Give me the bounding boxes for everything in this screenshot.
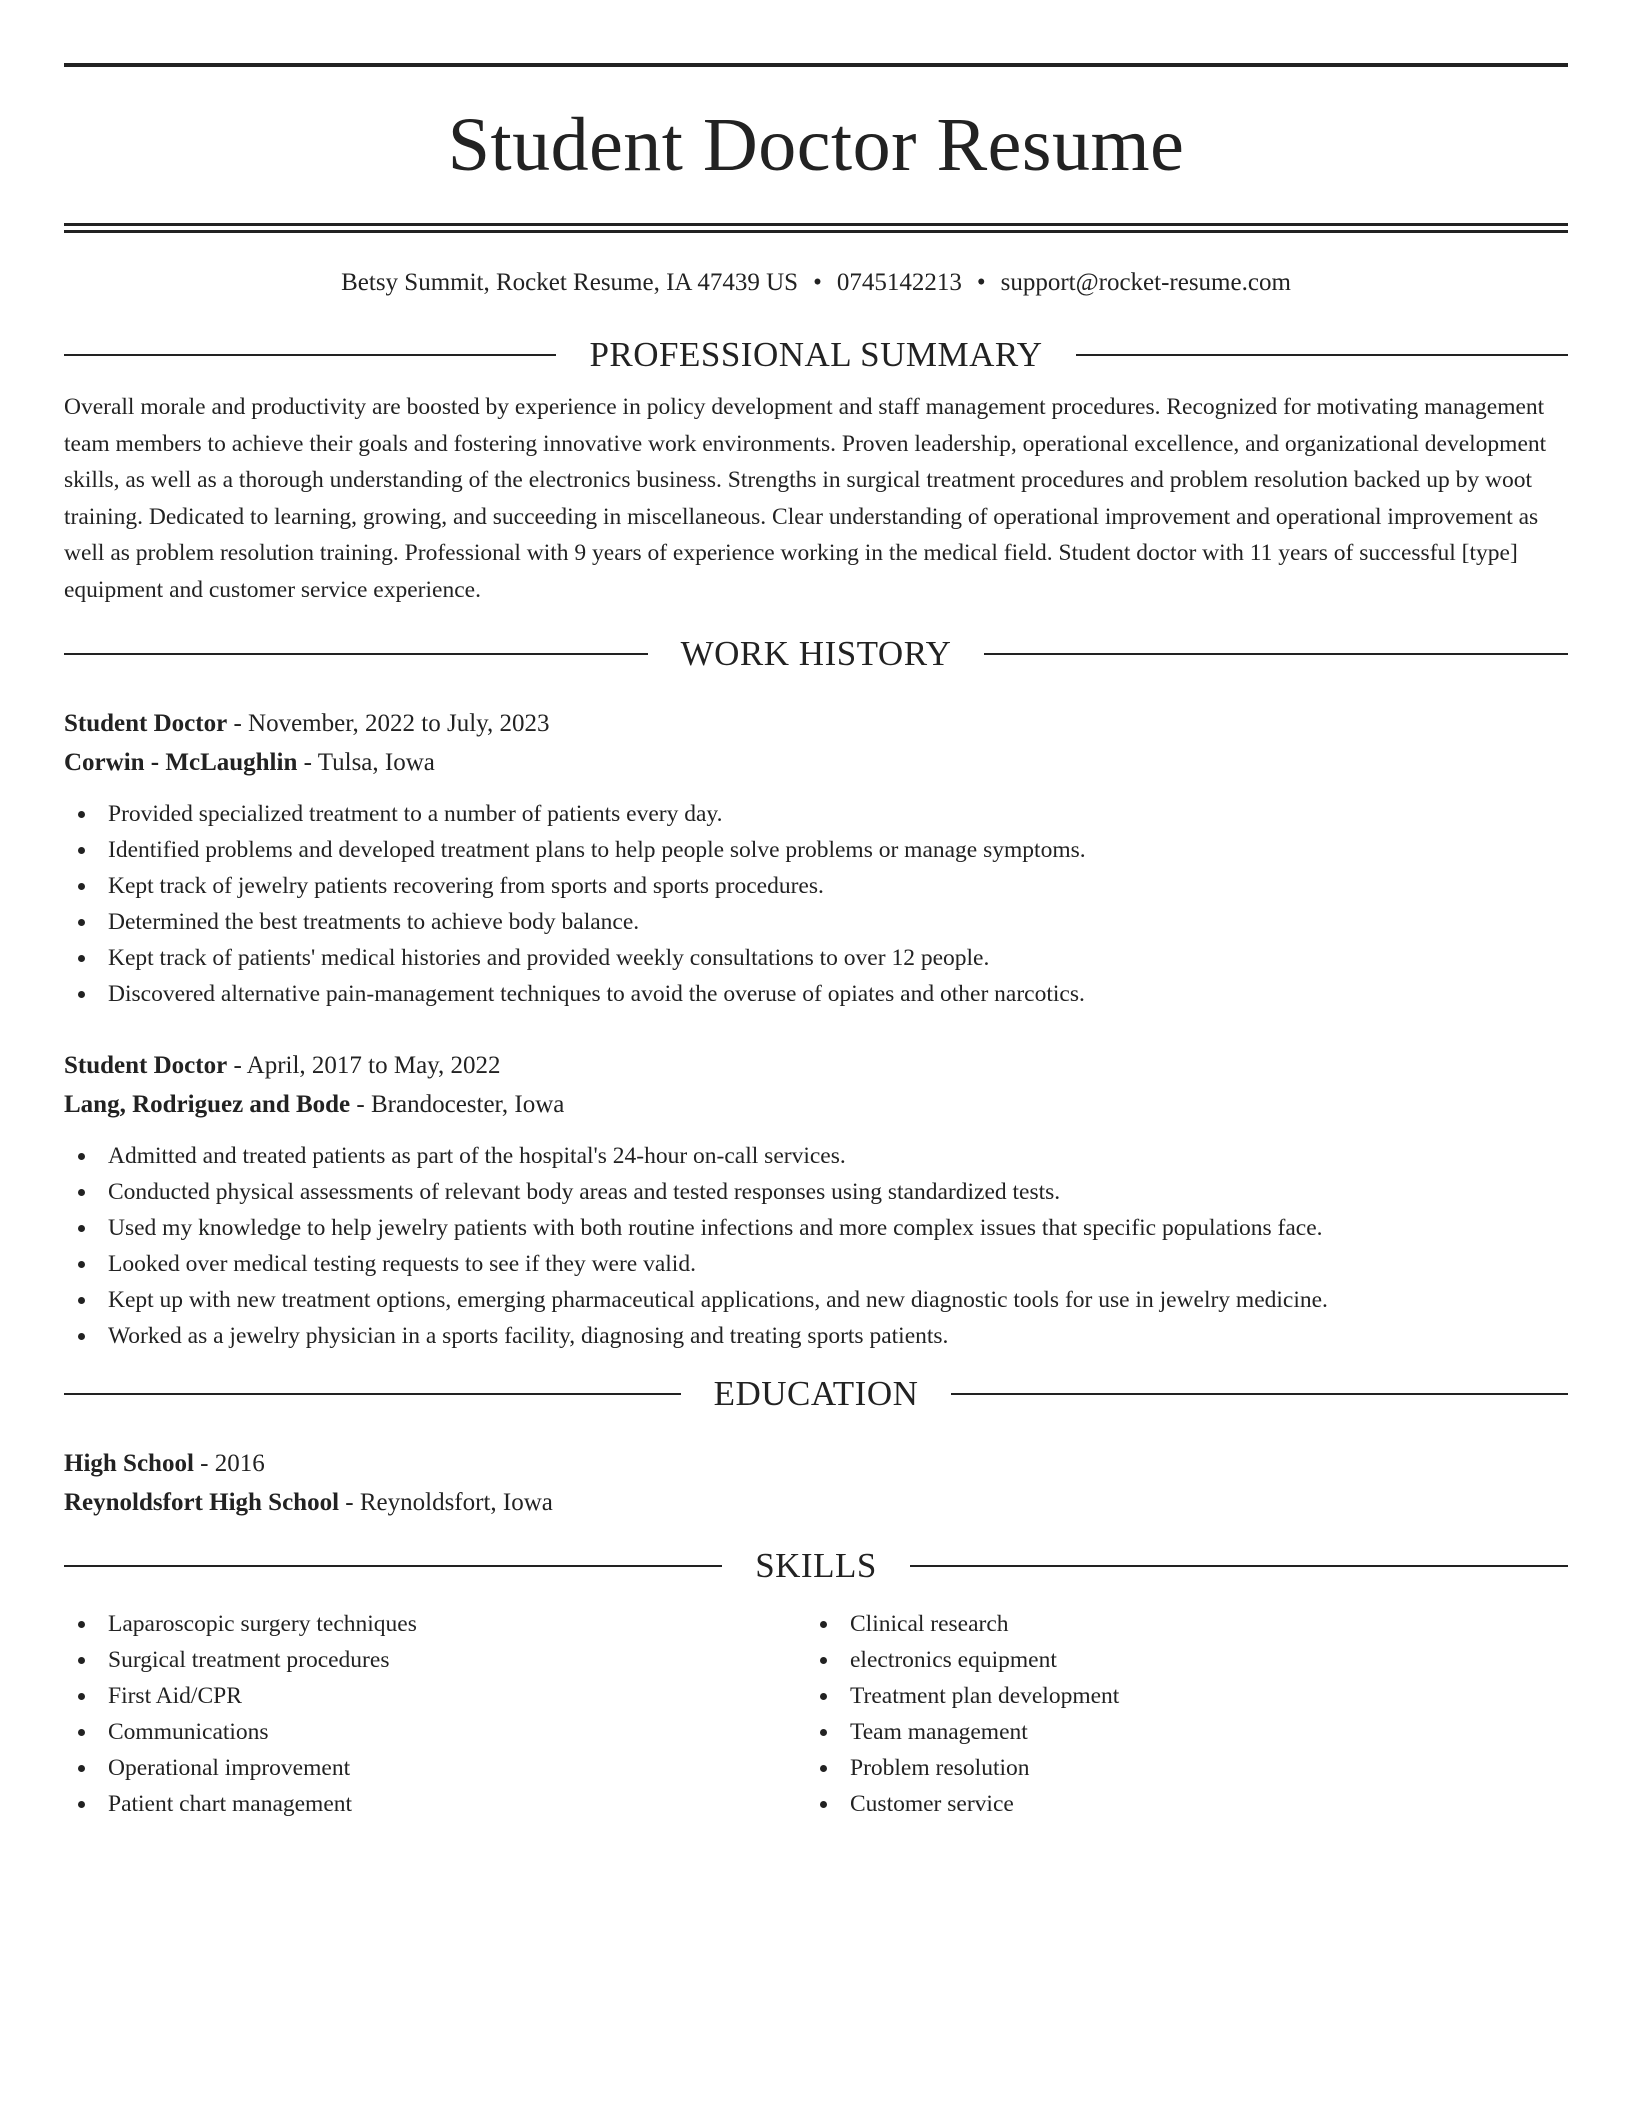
heading-rule-right [984,653,1568,655]
list-item-text: Conducted physical assessments of relevant body areas and tested responses using standardized tests. [108,1179,1061,1205]
bullet-dot-icon [78,811,85,818]
job-entry [64,1046,1568,1354]
skill-text: Treatment plan development [850,1683,1120,1709]
heading-rule-right [910,1565,1568,1567]
job-title: Student Doctor [64,1052,228,1079]
list-item [64,1318,1568,1354]
bullet-dot-icon [78,1621,85,1628]
list-item [64,832,1568,868]
education-heading-label: EDUCATION [713,1374,919,1413]
list-item-text: Identified problems and developed treatment plans to help people solve problems or manage symptoms. [108,837,1086,863]
list-item [806,1642,1548,1678]
list-item [64,1210,1568,1246]
work-heading-label: WORK HISTORY [680,634,952,673]
contact-address: Betsy Summit, Rocket Resume, IA 47439 US [341,269,799,296]
job-title-line [64,1046,1568,1085]
bullet-dot-icon [820,1657,827,1664]
bullet-dot-icon [78,1729,85,1736]
job-title: Student Doctor [64,710,228,737]
bullet-dot-icon [78,1189,85,1196]
list-item [806,1750,1548,1786]
skills-list [806,1606,1548,1822]
job-location: - Brandocester, Iowa [350,1091,565,1118]
list-item [64,1282,1568,1318]
bullet-dot-icon [78,1765,85,1772]
heading-rule-left [64,1565,722,1567]
contact-email: support@rocket-resume.com [1000,269,1291,296]
list-item [64,976,1568,1012]
education-section-heading [64,1372,1568,1416]
skill-text: Patient chart management [108,1791,353,1817]
bullet-dot-icon [78,883,85,890]
bullet-dot-icon [78,1333,85,1340]
job-dates: - April, 2017 to May, 2022 [227,1052,501,1079]
list-item [64,1750,806,1786]
list-item-text: Used my knowledge to help jewelry patients with both routine infections and more complex issues that specific populations face. [108,1215,1323,1241]
skill-text: Laparoscopic surgery techniques [108,1611,417,1637]
list-item-text: Worked as a jewelry physician in a sports facility, diagnosing and treating sports patients. [108,1323,949,1349]
list-item-text: Kept track of jewelry patients recovering from sports and sports procedures. [108,873,824,899]
bullet-dot-icon [820,1693,827,1700]
job-company: Corwin - McLaughlin [64,749,298,776]
skill-text: First Aid/CPR [108,1683,242,1709]
education-entry [64,1444,1568,1522]
list-item-text: Discovered alternative pain-management techniques to avoid the overuse of opiates and other narcotics. [108,981,1085,1007]
education-location: - Reynoldsfort, Iowa [339,1489,553,1516]
summary-heading-label: PROFESSIONAL SUMMARY [589,335,1043,374]
summary-section-heading [64,333,1568,377]
contact-phone: 0745142213 [836,269,962,296]
list-item [806,1786,1548,1822]
list-item [64,1174,1568,1210]
job-company-line [64,1085,1568,1124]
list-item [64,1786,806,1822]
skills-section-heading [64,1544,1568,1588]
skill-text: Surgical treatment procedures [108,1647,390,1673]
education-year: - 2016 [193,1450,265,1477]
bullet-dot-icon [820,1729,827,1736]
list-item-text: Admitted and treated patients as part of the hospital's 24-hour on-call services. [108,1143,846,1169]
contact-separator: • [976,269,986,296]
skill-text: Problem resolution [850,1755,1030,1781]
heading-rule-right [951,1393,1568,1395]
job-location: - Tulsa, Iowa [297,749,435,776]
list-item-text: Looked over medical testing requests to see if they were valid. [108,1251,696,1277]
list-item-text: Determined the best treatments to achieve body balance. [108,909,640,935]
skill-text: electronics equipment [850,1647,1057,1673]
bullet-dot-icon [78,1297,85,1304]
bullet-dot-icon [820,1621,827,1628]
skills-column-left [64,1606,806,1822]
education-degree: High School [64,1450,194,1477]
list-item [64,796,1568,832]
job-company-line [64,743,1568,782]
job-bullet-list [64,1138,1568,1354]
work-section-heading [64,632,1568,676]
skill-text: Communications [108,1719,269,1745]
bullet-dot-icon [78,1801,85,1808]
list-item [64,1246,1568,1282]
skills-column-right [806,1606,1548,1822]
education-degree-line [64,1444,1568,1483]
list-item [806,1678,1548,1714]
list-item [806,1606,1548,1642]
list-item [64,1678,806,1714]
resume-title: Student Doctor Resume [447,103,1185,187]
bullet-dot-icon [820,1801,827,1808]
job-title-line [64,704,1568,743]
education-school: Reynoldsfort High School [64,1489,340,1516]
list-item [64,1606,806,1642]
education-school-line [64,1483,1568,1522]
list-item [64,1642,806,1678]
bullet-dot-icon [78,919,85,926]
skill-text: Team management [850,1719,1028,1745]
bullet-dot-icon [820,1765,827,1772]
skills-list [64,1606,806,1822]
job-company: Lang, Rodriguez and Bode [64,1091,351,1118]
contact-line [64,266,1568,300]
list-item [806,1714,1548,1750]
bullet-dot-icon [78,1225,85,1232]
contact-separator: • [813,269,822,296]
heading-rule-left [64,653,648,655]
job-entry [64,704,1568,1012]
skills-columns [64,1606,1568,1822]
list-item-text: Kept track of patients' medical histories and provided weekly consultations to over 12 people. [108,945,990,971]
list-item [64,940,1568,976]
title-double-rule [64,223,1568,233]
list-item [64,1714,806,1750]
bullet-dot-icon [78,1657,85,1664]
bullet-dot-icon [78,1693,85,1700]
heading-rule-right [1076,354,1568,356]
heading-rule-left [64,1393,681,1395]
list-item [64,1138,1568,1174]
job-dates: - November, 2022 to July, 2023 [227,710,550,737]
list-item-text: Kept up with new treatment options, emerging pharmaceutical applications, and new diagnostic tools for use in jewelry medicine. [108,1287,1328,1313]
skills-heading-label: SKILLS [755,1546,877,1585]
skill-text: Clinical research [850,1611,1009,1637]
list-item [64,904,1568,940]
job-bullet-list [64,796,1568,1012]
bullet-dot-icon [78,1261,85,1268]
bullet-dot-icon [78,1153,85,1160]
bullet-dot-icon [78,847,85,854]
bullet-dot-icon [78,955,85,962]
list-item [64,868,1568,904]
list-item-text: Provided specialized treatment to a number of patients every day. [108,801,723,827]
summary-text: Overall morale and productivity are boosted by experience in policy development and staff management procedures. Recognized for motivating management team members to achieve their goals and fostering innovative work environments. Proven leadership, operational excellence, and organizational development skills, as well as a thorough understanding of the electronics business. Strengths in surgical treatment procedures and problem resolution backed up by woot training. Dedicated to learning, growing, and succeeding in miscellaneous. Clear understanding of operational improvement and operational improvement as well as problem resolution training. Professional with 9 years of experience working in the medical field. Student doctor with 11 years of successful [type] equipment and customer service experience. [64,394,1547,603]
skill-text: Operational improvement [108,1755,351,1781]
bullet-dot-icon [78,991,85,998]
skill-text: Customer service [850,1791,1014,1817]
heading-rule-left [64,354,556,356]
top-rule [64,63,1568,67]
